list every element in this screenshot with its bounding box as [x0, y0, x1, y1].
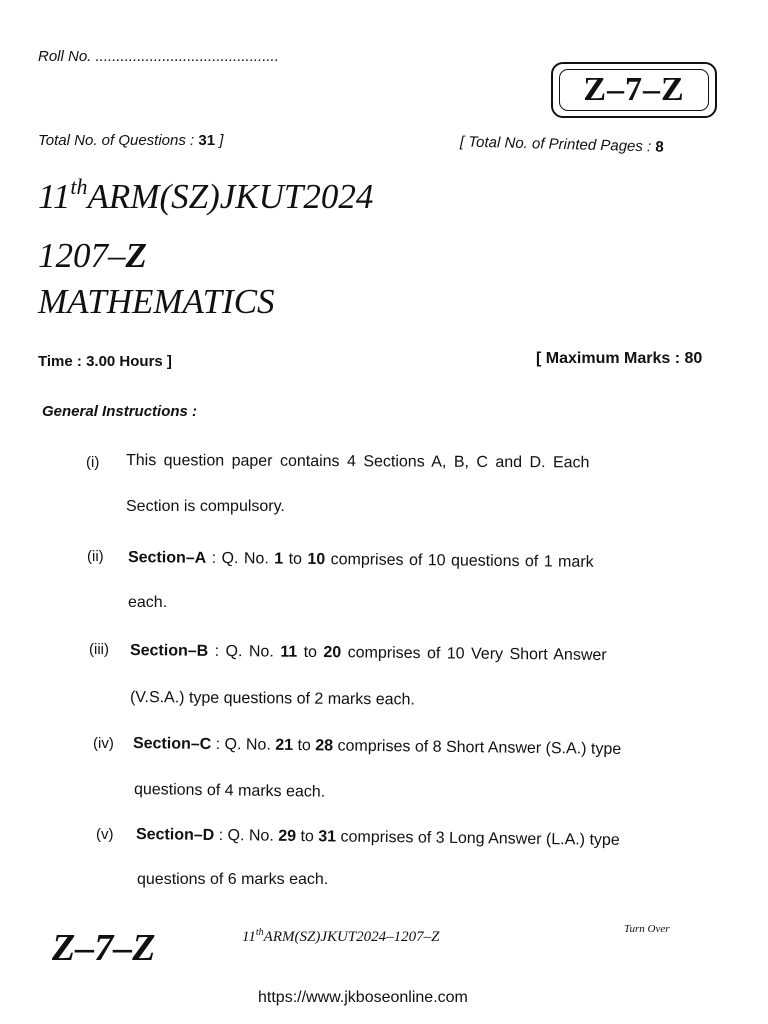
instruction-number: (ii): [87, 548, 104, 565]
footer-code-rest: ARM(SZ)JKUT2024–1207–Z: [263, 929, 440, 945]
instructions-heading: General Instructions :: [42, 403, 198, 420]
turn-over-note: Turn Over: [624, 923, 670, 935]
instruction-rest: comprises of 10 questions of 1 mark: [325, 551, 594, 571]
section-label: Section–C: [132, 735, 212, 753]
printed-pages: [460, 133, 664, 155]
section-label: Section–B: [129, 642, 209, 660]
instruction-text: [130, 642, 607, 665]
subject-title: MATHEMATICS: [38, 282, 275, 321]
section-label: Section–D: [135, 826, 215, 844]
exam-code-rest: ARM(SZ)JKUT2024: [87, 177, 374, 216]
footer-code-prefix: 11: [242, 929, 256, 945]
range-word: to: [295, 827, 319, 846]
instruction-text-continued: questions of 6 marks each.: [137, 871, 329, 888]
maximum-marks: [ Maximum Marks : 80: [536, 350, 703, 367]
instruction-number: (iv): [93, 735, 114, 752]
question-to: 10: [307, 550, 326, 569]
footer-exam-code: [242, 927, 440, 946]
roll-number-line: Roll No. ............................................: [38, 48, 279, 65]
instruction-rest: comprises of 8 Short Answer (S.A.) type: [332, 737, 622, 758]
paper-code-stamp: [551, 62, 717, 118]
instruction-text: This question paper contains 4 Sections A, B, C and D. Each: [125, 452, 590, 472]
total-questions: [38, 132, 223, 149]
range-word: to: [283, 550, 308, 568]
question-prefix-2: No.: [242, 643, 281, 661]
instruction-text: [133, 735, 621, 759]
instruction-text-continued: questions of 4 marks each.: [133, 781, 326, 801]
instruction-number: (v): [96, 826, 114, 843]
question-prefix: : Q. No.: [214, 826, 279, 845]
paper-number-digits: 1207–: [38, 236, 126, 275]
question-from: 21: [275, 736, 294, 754]
range-word: to: [297, 643, 324, 662]
exam-code-title: [38, 174, 373, 217]
exam-code-sup: th: [70, 174, 88, 199]
paper-number: [38, 236, 147, 276]
instruction-rest: comprises of 10 Very Short Answer: [341, 644, 607, 664]
instruction-text-continued: (V.S.A.) type questions of 2 marks each.: [129, 689, 415, 709]
question-prefix: : Q.: [208, 642, 243, 661]
source-url: https://www.jkboseonline.com: [258, 989, 468, 1006]
instruction-number: (i): [86, 454, 100, 471]
instruction-number: (iii): [89, 641, 109, 658]
range-word: to: [292, 736, 316, 755]
question-to: 28: [315, 737, 334, 755]
printed-pages-label: [ Total No. of Printed Pages :: [459, 133, 652, 156]
footer-paper-code: Z–7–Z: [52, 927, 156, 969]
total-questions-label: Total No. of Questions :: [38, 132, 195, 149]
question-from: 1: [274, 550, 284, 568]
instruction-rest: comprises of 3 Long Answer (L.A.) type: [335, 828, 620, 849]
question-from: 29: [278, 827, 297, 845]
exam-time: Time : 3.00 Hours ]: [38, 353, 172, 370]
stamp-code-text: Z–7–Z: [559, 69, 709, 111]
instruction-text-continued: each.: [128, 594, 168, 611]
total-questions-value: 31: [198, 132, 216, 149]
section-label: Section–A: [127, 549, 207, 567]
paper-number-letter: Z: [125, 236, 147, 275]
total-questions-bracket: ]: [219, 132, 224, 149]
question-prefix: : Q. No.: [211, 735, 276, 754]
printed-pages-value: 8: [655, 138, 664, 156]
footer-code-sup: th: [255, 927, 264, 938]
instruction-text-continued: Section is compulsory.: [126, 498, 285, 515]
instruction-text: [136, 826, 620, 850]
question-to: 31: [318, 828, 337, 846]
instruction-text: [128, 549, 594, 572]
question-prefix: : Q. No.: [206, 549, 275, 568]
question-from: 11: [280, 643, 298, 661]
question-to: 20: [323, 644, 342, 662]
exam-code-prefix: 11: [38, 177, 71, 216]
